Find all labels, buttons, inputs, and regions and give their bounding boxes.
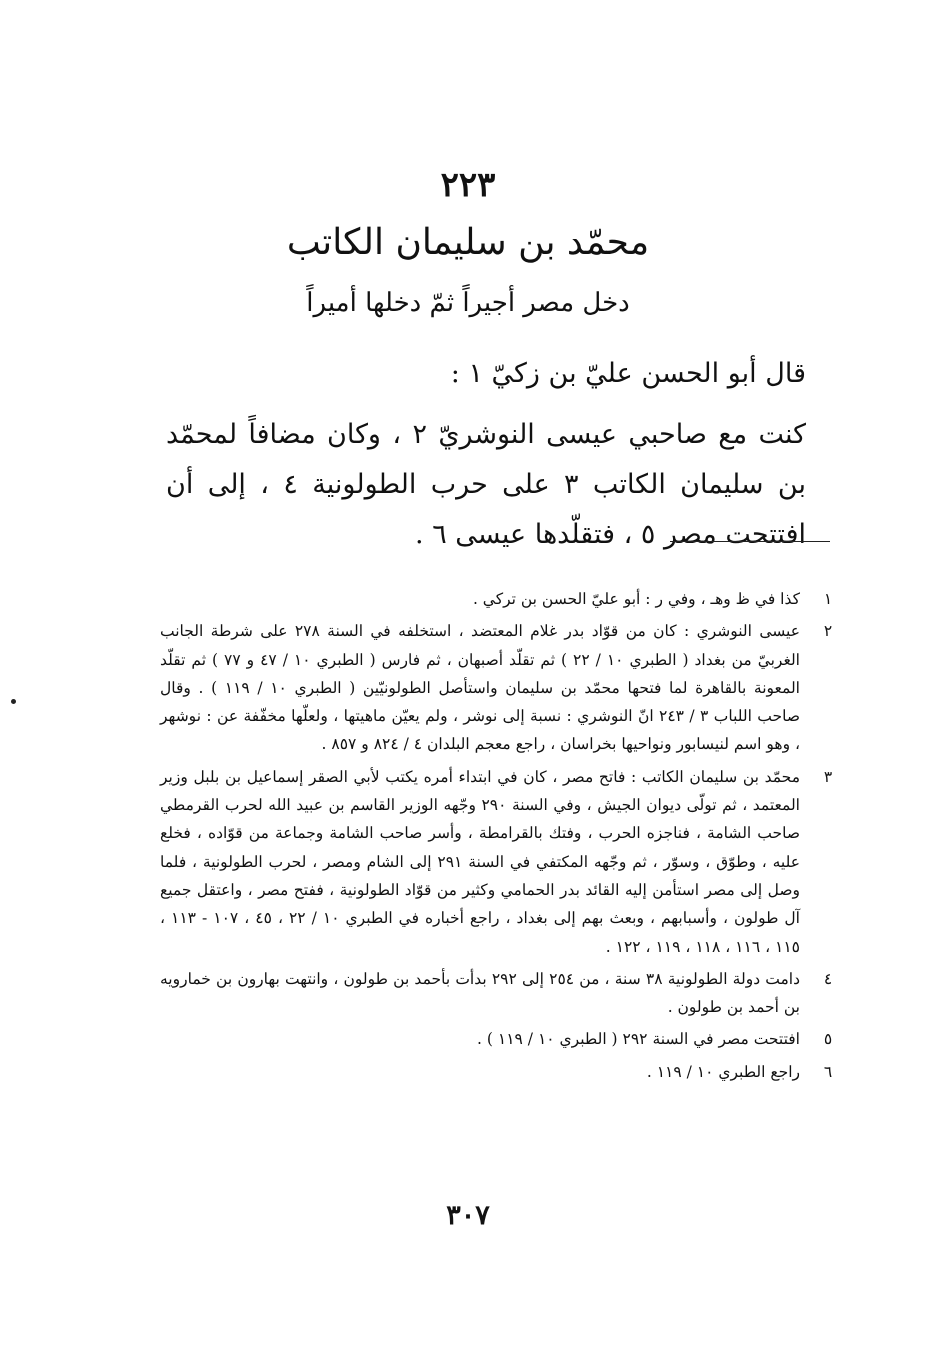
- footnote-number: ٦: [823, 1062, 833, 1081]
- footnote-text: محمّد بن سليمان الكاتب : فاتح مصر ، كان في ابتداء أمره يكتب لأبي الصقر إسماعيل بن بلبل وزير المعتمد ، ثم تولّى ديوان الجيش ، وفي السنة ٢٩٠ وجّهه الوزير القاسم بن عبيد الله لحرب القرمطي صاحب الشامة ، فناجزه الحرب ، وفتك بالقرامطة ، وأسر صاحب الشامة وجماعة من قوّاده ، فخلع عليه ، وطوّق ، وسوّر ، ثم وجّهه المكتفي في السنة ٢٩١ إلى الشام ومصر ، لحرب الطولونية ، فلما وصل إلى مصر استأمن إليه القائد بدر الحمامي وكثير من قوّاد الطولونية ، ففتح مصر ، واعتقل جميع آل طولون ، وأسبابهم ، وبعث بهم إلى بغداد ، راجع أخباره في الطبري ١٠ / ٢٢ ، ٤٥ ، ١٠٧ - ١١٣ ، ١١٥ ، ١١٦ ، ١١٨ ، ١١٩ ، ١٢٢ .: [160, 767, 800, 956]
- margin-ink-dot: [11, 699, 16, 704]
- footnote-number: ٢: [823, 622, 833, 641]
- footnote-number: ٤: [823, 969, 833, 988]
- footnote-text: عيسى النوشري : كان من قوّاد بدر غلام المعتضد ، استخلفه في السنة ٢٧٨ على شرطة الجانب الغربيّ من بغداد ( الطبري ١٠ / ٢٢ ) ثم تقلّد أصبهان ، ثم فارس ( الطبري ١٠ / ٤٧ و ٧٧ ) ثم تقلّد المعونة بالقاهرة لما فتحها محمّد بن سليمان واستأصل الطولونيّين ( الطبري ١٠ / ١١٩ ) . وقال صاحب اللباب ٣ / ٢٤٣ انّ النوشري : نسبة إلى نوشر ، ولم يعيّن ماهيتها ، ولعلّها مخفّفة عن : نوشهر ، وهو اسم لنيسابور ونواحيها بخراسان ، راجع معجم البلدان ٤ / ٨٢٤ و ٨٥٧ .: [160, 622, 800, 754]
- footnote-separator: [670, 541, 830, 542]
- footnote: [160, 585, 840, 613]
- footnote-text: دامت دولة الطولونية ٣٨ سنة ، من ٢٥٤ إلى ٢٩٢ بدأت بأحمد بن طولون ، وانتهت بهارون بن خمارويه بن أحمد بن طولون .: [160, 969, 800, 1017]
- footnote-number: ٣: [823, 767, 833, 786]
- footnote-text: افتتحت مصر في السنة ٢٩٢ ( الطبري ١٠ / ١١٩ ) .: [477, 1030, 800, 1049]
- body-paragraph: كنت مع صاحبي عيسى النوشريّ ٢ ، وكان مضافاً لمحمّد بن سليمان الكاتب ٣ على حرب الطولونية ٤ ، إلى أن افتتحت مصر ٥ ، فتقلّدها عيسى ٦ .: [166, 419, 806, 550]
- footnote: [160, 1058, 840, 1086]
- entry-title: محمّد بن سليمان الكاتب: [286, 222, 650, 263]
- footnotes-list: [160, 585, 840, 1090]
- page-number: ٣٠٧: [446, 1200, 490, 1231]
- footnote-number: ٥: [823, 1030, 833, 1049]
- entry-subtitle: دخل مصر أجيراً ثمّ دخلها أميراً: [306, 288, 630, 318]
- entry-number: ٢٢٣: [440, 165, 496, 205]
- footnote-number: ١: [823, 590, 833, 608]
- footnote: [160, 965, 840, 1022]
- footnote-text: راجع الطبري ١٠ / ١١٩ .: [646, 1062, 800, 1081]
- narrator-line: قال أبو الحسن عليّ بن زكيّ ١ :: [450, 358, 806, 389]
- footnote-text: كذا في ظ وهـ ، وفي ر : أبو عليّ الحسن بن تركي .: [472, 590, 800, 608]
- footnote: [160, 1025, 840, 1053]
- footnote: [160, 763, 840, 961]
- footnote: [160, 617, 840, 758]
